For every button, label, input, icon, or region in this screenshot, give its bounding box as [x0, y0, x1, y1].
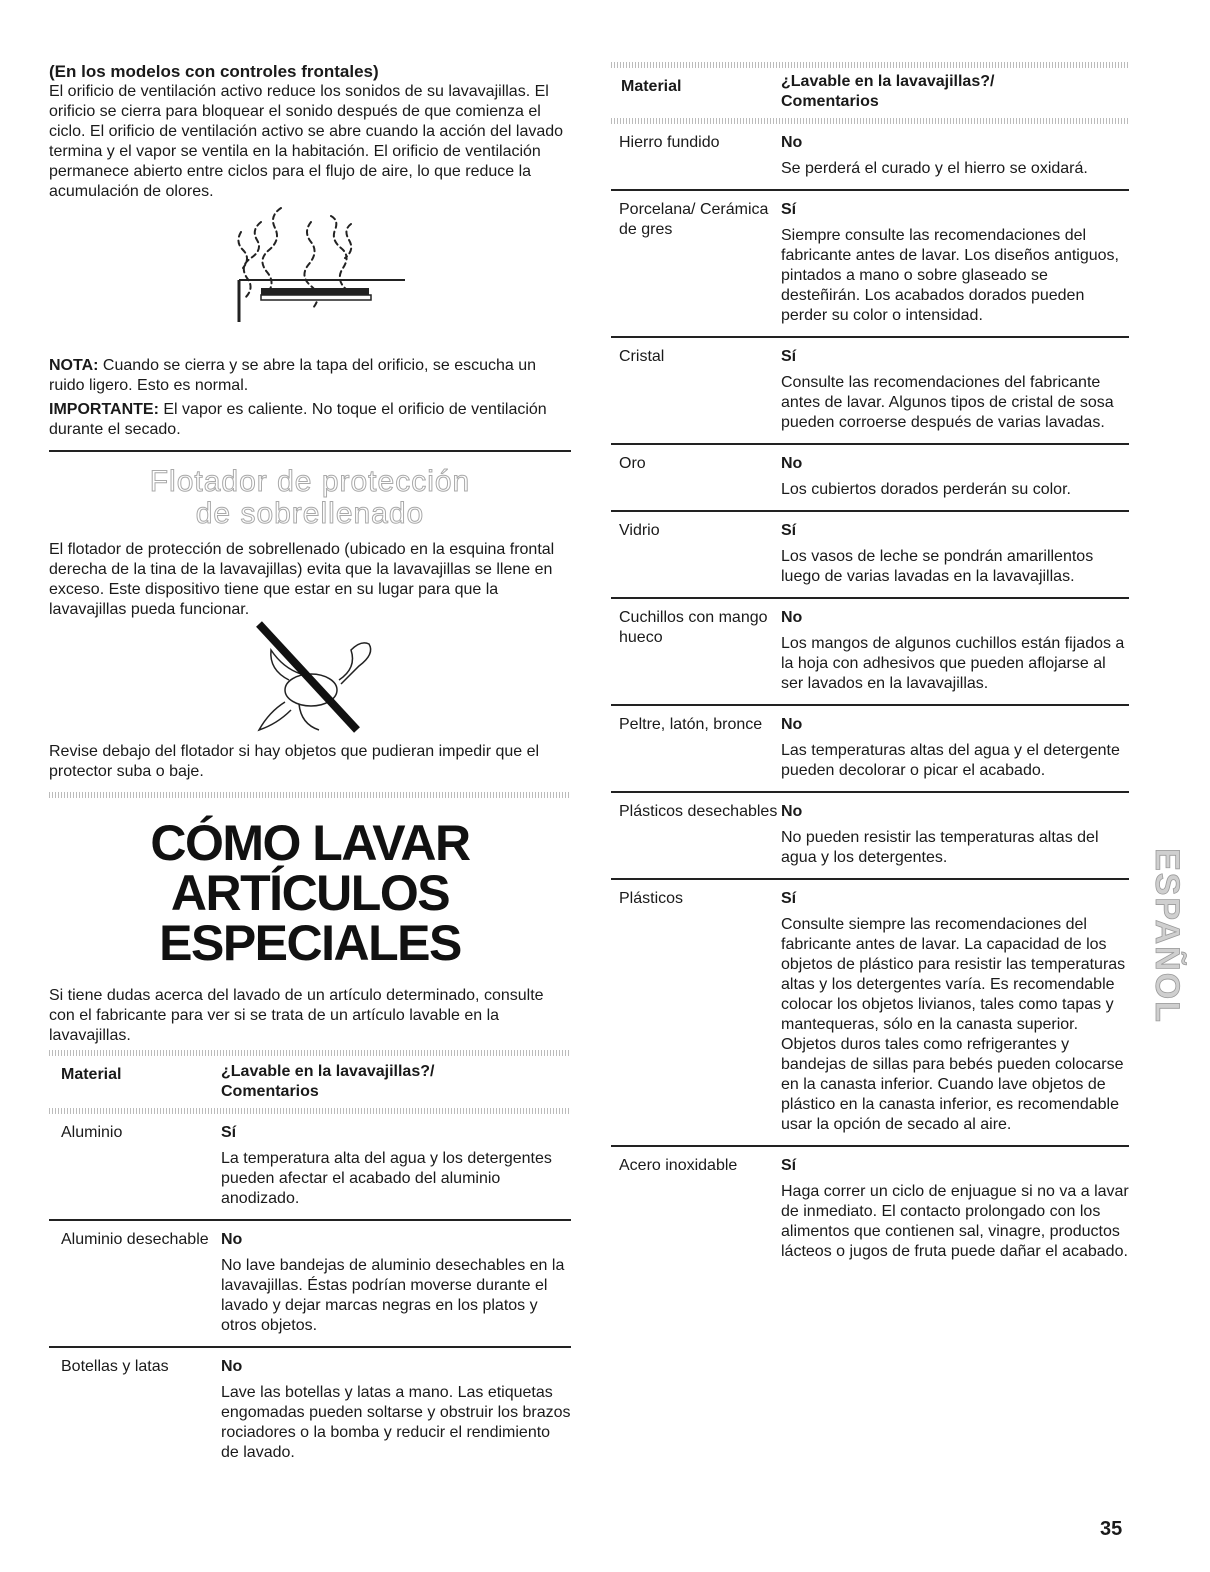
material-comment: Siempre consulte las recomendaciones del fabricante antes de lavar. Los diseños antiguos, pintados a mano o sobre glaseado se desteñirán. Los acabados dorados pueden perder su color o intensidad.: [781, 227, 1119, 324]
dotted-divider: [49, 792, 571, 798]
material-table-right: [611, 68, 1129, 1272]
float-title-line1: Flotador de protección: [149, 465, 471, 498]
float-check-text: Revise debajo del flotador si hay objetos que pudieran impedir que el protector suba o baje.: [49, 743, 540, 780]
header-washable-line2: Comentarios: [781, 93, 879, 110]
material-name: Vidrio: [619, 522, 660, 539]
material-name: Plásticos desechables: [619, 803, 778, 820]
material-comment: Los cubiertos dorados perderán su color.: [781, 481, 1071, 498]
header-washable-line1: ¿Lavable en la lavavajillas?/: [781, 73, 995, 90]
note-label: NOTA:: [49, 357, 99, 374]
material-comment: Consulte las recomendaciones del fabricante antes de lavar. Algunos tipos de cristal de sosa pueden corroerse después de varias lavadas.: [781, 374, 1114, 431]
header-washable-line2: Comentarios: [221, 1083, 319, 1100]
language-side-tab: [1148, 816, 1187, 1056]
table-row: [611, 879, 1129, 909]
header-bottom-rule: [49, 1108, 571, 1114]
important-text: El vapor es caliente. No toque el orificio de ventilación durante el secado.: [49, 401, 547, 438]
material-name: Botellas y latas: [61, 1358, 169, 1375]
material-table-left: [49, 1056, 571, 1473]
material-name: Hierro fundido: [619, 134, 720, 151]
right-column: [611, 62, 1129, 1272]
material-answer: Sí: [781, 890, 797, 907]
table-top-rule: [49, 1050, 571, 1056]
material-answer: No: [781, 716, 803, 733]
material-comment: Haga correr un ciclo de enjuague si no va a lavar de inmediato. El contacto prolongado con los alimentos que contienen sal, vinagre, productos lácteos o jugos de fruta puede dañar el acabado.: [781, 1183, 1129, 1260]
material-answer: Sí: [781, 348, 797, 365]
page-number: 35: [1100, 1518, 1123, 1540]
float-title-line2: de sobrellenado: [195, 497, 425, 530]
table-row: [49, 1220, 571, 1250]
material-name: Cuchillos con mango hueco: [619, 609, 768, 646]
table-row: [611, 792, 1129, 822]
table-row: [611, 511, 1129, 541]
material-comment: Consulte siempre las recomendaciones del fabricante antes de lavar. La capacidad de los objetos de plástico para resistir las temperaturas altas y los detergentes varía. Es recomendable colocar los objetos livianos, tales como tapas y mantequeras, sólo en la canasta superior. Objetos duros tales como refrigerantes y bandejas de sillas para bebés pueden colocarse en la canasta inferior. Cuando lave objetos de plástico en la canasta inferior, es recomendable usar la opción de secado al aire.: [781, 916, 1126, 1133]
table-row: [611, 598, 1129, 628]
material-comment: Los vasos de leche se pondrán amarillentos luego de varias lavadas en la lavavajillas.: [781, 548, 1094, 585]
float-illustration: [49, 620, 571, 738]
table-row: [611, 124, 1129, 153]
material-name: Cristal: [619, 348, 665, 365]
material-answer: Sí: [781, 522, 797, 539]
material-comment: No pueden resistir las temperaturas altas del agua y los detergentes.: [781, 829, 1099, 866]
material-answer: Sí: [221, 1124, 237, 1141]
table-top-rule: [611, 62, 1129, 68]
header-washable: [221, 1056, 571, 1102]
material-comment: Las temperaturas altas del agua y el detergente pueden decolorar o picar el acabado.: [781, 742, 1120, 779]
table-row: [611, 190, 1129, 220]
table-row: [611, 1146, 1129, 1176]
material-answer: No: [781, 803, 803, 820]
table-header-row: [611, 68, 1129, 112]
header-washable-line1: ¿Lavable en la lavavajillas?/: [221, 1063, 435, 1080]
special-intro: Si tiene dudas acerca del lavado de un artículo determinado, consulte con el fabricante para ver si se trata de un artículo lavable en la lavavajillas.: [49, 987, 544, 1044]
header-material: Material: [61, 1066, 122, 1083]
material-name: Aluminio desechable: [61, 1231, 209, 1248]
special-title-line2: ARTÍCULOS: [170, 865, 450, 921]
material-answer: No: [221, 1231, 243, 1248]
header-washable: [781, 68, 1129, 112]
table-row: [49, 1114, 571, 1143]
material-comment: No lave bandejas de aluminio desechables en la lavavajillas. Éstas podrían moverse durante el lavado y dejar marcas negras en los platos y otros objetos.: [221, 1257, 565, 1334]
table-row: [611, 337, 1129, 367]
material-comment: Los mangos de algunos cuchillos están fijados a la hoja con adhesivos que pueden aflojarse al ser lavados en la lavavajillas.: [781, 635, 1125, 692]
table-row: [49, 1347, 571, 1377]
vent-steam-illustration: [49, 202, 571, 342]
material-answer: Sí: [781, 201, 797, 218]
header-bottom-rule: [611, 118, 1129, 124]
vent-body: El orificio de ventilación activo reduce los sonidos de su lavavajillas. El orificio se cierra para bloquear el sonido después de que comienza el ciclo. El orificio de ventilación activo se abre cuando la acción del lavado termina y el vapor se ventila en la habitación. El orificio de ventilación permanece abierto entre ciclos para el flujo de aire, lo que reduce la acumulación de olores.: [49, 83, 564, 200]
note-text: Cuando se cierra y se abre la tapa del orificio, se escucha un ruido ligero. Esto es normal.: [49, 357, 537, 394]
material-answer: No: [781, 134, 803, 151]
material-name: Porcelana/ Cerámica de gres: [619, 201, 769, 238]
special-title-line3: ESPECIALES: [159, 915, 461, 971]
table-header-row: [49, 1056, 571, 1102]
material-name: Peltre, latón, bronce: [619, 716, 763, 733]
material-comment: La temperatura alta del agua y los detergentes pueden afectar el acabado del aluminio anodizado.: [221, 1150, 552, 1207]
left-column: [49, 62, 571, 1473]
table-row: [611, 444, 1129, 474]
material-name: Aluminio: [61, 1124, 123, 1141]
table-row: [611, 705, 1129, 735]
material-comment: Se perderá el curado y el hierro se oxidará.: [781, 160, 1088, 177]
material-answer: No: [781, 609, 803, 626]
material-name: Oro: [619, 455, 646, 472]
special-title-line1: CÓMO LAVAR: [150, 815, 470, 871]
material-comment: Lave las botellas y latas a mano. Las etiquetas engomadas pueden soltarse y obstruir los brazos rociadores o la bomba y reducir el rendimiento de lavado.: [221, 1384, 571, 1461]
float-body: El flotador de protección de sobrellenado (ubicado en la esquina frontal derecha de la tina de la lavavajillas) evita que la lavavajillas se llene en exceso. Este dispositivo tiene que estar en su lugar para que la lavavajillas pueda funcionar.: [49, 541, 555, 618]
section-divider: [49, 450, 571, 452]
material-name: Plásticos: [619, 890, 684, 907]
important-label: IMPORTANTE:: [49, 401, 159, 418]
material-name: Acero inoxidable: [619, 1157, 738, 1174]
note-paragraph: [49, 356, 571, 396]
material-answer: No: [781, 455, 803, 472]
important-paragraph: [49, 400, 571, 440]
header-material: Material: [621, 78, 682, 95]
vent-heading: (En los modelos con controles frontales): [49, 62, 379, 81]
material-answer: Sí: [781, 1157, 797, 1174]
language-tab-label: ESPAÑOL: [1148, 848, 1187, 1024]
material-answer: No: [221, 1358, 243, 1375]
